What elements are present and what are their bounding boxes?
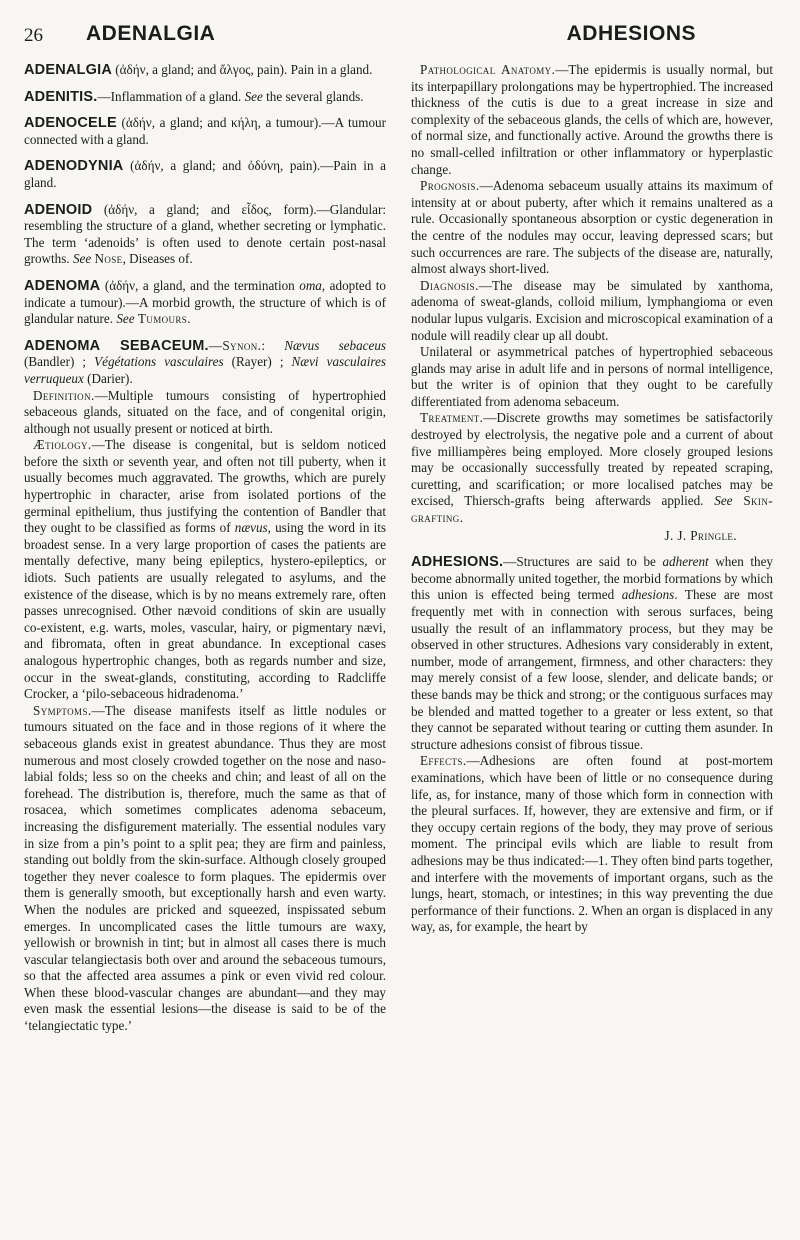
- section-text: , using the word in its broadest sense. In a very large proportion of cases the patients are mentally defective, many being epileptics, hystero-epileptics, or idiots. Such patients are usually relegated to asylums, and the existence of the disease, which is by no means extremely rare, often passes unrecognised. Other nævoid conditions of skin are usually co-existent, e.g. warts, moles, vascular, hairy, or pigmentary nævi, and fibromata, often in great abundance. In exceptional cases analogous hypertrophic changes, both as regards number and size, occur in the sweat-glands, constituting, according to Radcliffe Crocker, a ‘pilo-sebaceous hidradenoma.’: [24, 520, 386, 702]
- section-text: —The disease may be simulated by xanthoma, adenoma of sweat-glands, colloid milium, lymphangioma or even nodular lupus vulgaris. Excision and microscopical examination of a nodule will readily clear up all doubt.: [411, 277, 773, 343]
- page-number: 26: [24, 25, 43, 46]
- definition: —Inflammation of a gland.: [97, 88, 242, 104]
- italic-term: adhesions: [621, 587, 675, 603]
- section-pathology: [411, 62, 773, 178]
- definition: Pain in a gland.: [290, 62, 373, 77]
- italic-term: adherent: [662, 554, 709, 570]
- entry-body: —Structures are said to be: [503, 554, 663, 570]
- synonym: Nævi vasculaires verruqueux: [24, 354, 386, 386]
- synonym: Nævus sebaceus: [284, 337, 387, 353]
- synonym: Végétations vasculaires: [94, 354, 224, 370]
- right-column: [411, 62, 773, 936]
- headword: ADENOMA: [24, 277, 101, 294]
- headword: ADENOMA SEBACEUM.: [24, 337, 209, 354]
- headword: ADENALGIA: [24, 62, 112, 78]
- section-text: —The epidermis is usually normal, but its interpapillary prolongations may be hypertrophied. The increased thickness of the cutis is due to a great increase in size and complexity of the sebaceous glands, the cells of which are, however, of normal size, and functionally active. Around the growths there is no small-celled infiltration or other inflammatory or hyperplastic change.: [411, 62, 774, 177]
- left-column: [24, 62, 386, 1035]
- headword: ADENOCELE: [24, 115, 117, 132]
- cross-reference-suffix: , Diseases of.: [122, 251, 193, 267]
- separator: :: [261, 337, 285, 353]
- headword: ADENITIS.: [24, 88, 98, 105]
- punctuation: .: [459, 510, 463, 526]
- entry-body: , adopted to indicate a tumour).—A morbid growth, the structure of which is of glandular nature.: [24, 277, 386, 327]
- section-aetiology: [24, 437, 386, 703]
- section-text: —The disease manifests itself as little nodules or tumours situated on the face and in those regions of it where the sebaceous glands exist in greatest abundance. Thus they are most numerous and most closely crowded together on the nose and naso-labial folds; less so on the cheeks and chin; and least of all on the forehead. The distribution is, therefore, much the same as that of rosacea, which sometimes complicates adenoma sebaceum, increasing the disfigurement materially. The essential nodules vary in size from a pin’s point to a split pea; they are firm and painless, standing out boldly from the skin-surface. Although closely grouped together they never coalesce to form plaques. The epidermis over them is generally smooth, but exceptionally harsh and even warty. When the nodules are pricked and squeezed, inspissated sebum emerges. In uncomplicated cases the little tumours are waxy, yellowish or brownish in tint; but in almost all cases there is much vascular telangiectasis both over and around the sebaceous tumours, so that the affected area assumes a pink or even vivid red colour. When these blood-vascular changes are abundant—and they may even mask the essential lesions—the disease is said to be of the ‘telangiectatic type.’: [24, 702, 386, 1034]
- etymology: (ἀδήν, a gland; and ἄλγος, pain).: [115, 62, 288, 77]
- section-label: Ætiology.: [33, 437, 92, 453]
- entry-adenoid: [24, 202, 386, 268]
- section-label: Treatment.: [420, 410, 484, 426]
- synonym-label: —Synon.: [208, 337, 262, 353]
- entry-adenocele: [24, 115, 386, 148]
- entry-adenoma-sebaceum: [24, 338, 386, 388]
- synonym-author: (Darier).: [83, 370, 133, 386]
- section-text: Unilateral or asymmetrical patches of hypertrophied sebaceous glands may arise in adult life and in persons of normal intelligence, but the writer is of opinion that they ought to be carefully differentiated from adenoma sebaceum.: [411, 344, 773, 409]
- section-label: Pathological Anatomy.: [420, 62, 556, 77]
- synonym-author: (Rayer) ;: [223, 354, 284, 370]
- section-text: —Adhesions are often found at post-mortem examinations, which have been of little or no consequence during life, as, for instance, many of those which form in connection with the pleural surfaces. If, however, they are extensive and firm, or if they occupy certain regions of the body, they may prove of serious moment. The principal evils which are liable to result from adhesions may be thus indicated:—1. They often bind parts together, and interfere with the movements of important organs, such as the lungs, heart, stomach, or intestines; in this way preventing the due performance of their functions. 2. When an organ is displaced in any way, as, for example, the heart by: [411, 753, 773, 935]
- section-definition: [24, 388, 386, 438]
- entry-body: (ἀδήν, a gland; and εἶδος, form).—Glandular: resembling the structure of a gland, whether secreting or lymphatic. The term ‘adenoids’ is often used to denote certain post-nasal growths.: [24, 201, 386, 267]
- guide-word-left: ADENALGIA: [86, 22, 216, 45]
- author-signature: J. J. Pringle.: [664, 527, 737, 543]
- see-label: See: [116, 311, 135, 327]
- entry-adenodynia: [24, 158, 386, 191]
- section-prognosis: [411, 178, 773, 278]
- section-label: Diagnosis.: [420, 277, 479, 293]
- headword: ADENOID: [24, 201, 93, 218]
- guide-word-right: ADHESIONS: [566, 22, 696, 45]
- cross-reference: Skin-grafting: [411, 493, 773, 526]
- etymology: (ἀδήν, a gland, and the termination: [104, 277, 295, 293]
- section-text: —Multiple tumours consisting of hypertrophied sebaceous glands, situated on the face, and of congenital origin, although not usually present or noticed at birth.: [24, 387, 386, 436]
- section-diagnosis: [411, 278, 773, 344]
- see-label: See: [244, 88, 263, 104]
- italic-term: oma: [299, 277, 322, 293]
- entry-adenitis: [24, 89, 386, 106]
- cross-reference: Nose: [94, 251, 123, 267]
- see-label: See: [72, 251, 92, 267]
- headword: ADHESIONS.: [411, 554, 504, 571]
- punctuation: .: [187, 311, 191, 327]
- section-treatment: [411, 410, 773, 526]
- section-label: Definition.: [33, 387, 95, 403]
- see-label: See: [714, 493, 733, 509]
- section-diagnosis-continued: [411, 344, 773, 410]
- italic-term: nævus: [234, 520, 268, 536]
- section-effects: [411, 753, 773, 936]
- section-label: Symptoms.: [33, 702, 92, 718]
- cross-reference: the several glands.: [266, 88, 364, 104]
- synonym-author: (Bandler) ;: [24, 354, 95, 370]
- entry-body: when they become abnormally united together, the morbid formations by which this union is effected being termed: [411, 554, 773, 603]
- cross-reference: Tumours: [137, 311, 188, 327]
- entry-body: . These are most frequently met with in connection with serous surfaces, being usually the result of an inflammatory process, but they may be observed in other structures. Adhesions vary considerably in extent, number, mode of arrangement, firmness, and other characters: they may merely consist of a few loose, slender, and delicate bands; or these bands may be thick and strong; or the contiguous surfaces may be blended and matted together to a greater or less extent, so that they cannot be separated without tearing or cutting them asunder. In structure adhesions consist of fibrous tissue.: [411, 587, 773, 752]
- entry-adenoma: [24, 278, 386, 328]
- section-symptoms: [24, 703, 386, 1035]
- entry-adhesions: [411, 554, 773, 753]
- entry-body: (ἀδήν, a gland; and ὀδύνη, pain).—Pain in a gland.: [24, 158, 386, 190]
- entry-body: (ἀδήν, a gland; and κήλη, a tumour).—A tumour connected with a gland.: [24, 115, 386, 147]
- headword: ADENODYNIA: [24, 158, 124, 175]
- section-text: —The disease is congenital, but is seldom noticed before the sixth or seventh year, and often not till puberty, when it usually becomes much aggravated. The growths, which are purely hypertrophic in character, arise from isolated portions of the germinal epithelium, thus justifying the contention of Bandler that they ought to be classified as forms of: [24, 437, 386, 536]
- section-text: —Adenoma sebaceum usually attains its maximum of intensity at or about puberty, after which it remains unaltered as a rule. Occasionally spontaneous absorption or cystic degeneration in the centre of the nodules may occur, leaving depressed scars; but such occurrences are rare. The subjects of the disease are, naturally, almost always short-lived.: [411, 178, 773, 277]
- section-label: Prognosis.: [420, 178, 480, 194]
- running-header: [24, 22, 776, 48]
- section-label: Effects.: [420, 753, 467, 769]
- section-text: —Discrete growths may sometimes be satisfactorily destroyed by electrolysis, the negative pole and a current of about five milliampères being employed. More closely grouped lesions may be occasionally successfully treated by repeated scraping, curetting, and scarification; or more localised patches may be excised, Thiersch-grafts being afterwards applied.: [411, 410, 773, 509]
- entry-adenalgia: [24, 62, 386, 79]
